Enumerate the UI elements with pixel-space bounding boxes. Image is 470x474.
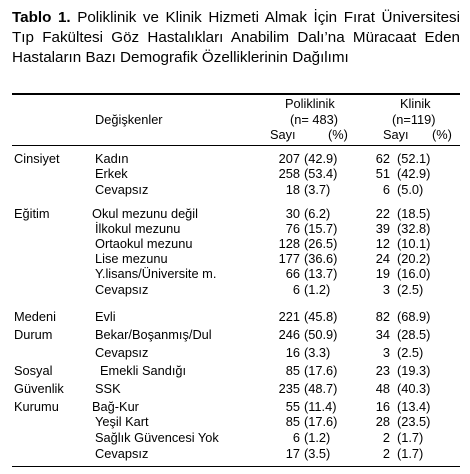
- group-label-sosyal: Sosyal: [14, 363, 53, 378]
- poliklinik-count: 258: [278, 166, 300, 181]
- row-label: Bağ-Kur: [92, 399, 139, 414]
- poliklinik-percent: (3.3): [304, 345, 331, 360]
- group-label-medeni: Medeni: [14, 309, 56, 324]
- group-label-egitim: Eğitim: [14, 206, 50, 221]
- poliklinik-n-header: (n= 483): [290, 112, 339, 127]
- klinik-percent: (13.4): [397, 399, 431, 414]
- poliklinik-percent: (1.2): [304, 430, 331, 445]
- klinik-count: 3: [382, 345, 390, 360]
- klinik-count: 2: [382, 430, 390, 445]
- poliklinik-percent: (3.7): [304, 182, 331, 197]
- group-label-guvenlik: Güvenlik: [14, 381, 64, 396]
- poliklinik-count: 55: [285, 399, 300, 414]
- poliklinik-count: 6: [292, 282, 300, 297]
- klinik-n-header: (n=119): [392, 112, 436, 127]
- poliklinik-pct-header: (%): [328, 127, 348, 142]
- klinik-count: 16: [375, 399, 390, 414]
- row-label: Cevapsız: [95, 345, 149, 360]
- poliklinik-count-header: Sayı: [270, 127, 296, 142]
- klinik-percent: (23.5): [397, 414, 431, 429]
- poliklinik-percent: (15.7): [304, 221, 338, 236]
- klinik-count: 22: [375, 206, 390, 221]
- klinik-percent: (68.9): [397, 309, 431, 324]
- row-label: Cevapsız: [95, 446, 149, 461]
- variables-header: Değişkenler: [95, 112, 163, 127]
- klinik-count: 23: [375, 363, 390, 378]
- poliklinik-count: 235: [278, 381, 300, 396]
- poliklinik-count: 85: [285, 414, 300, 429]
- row-label: Yeşil Kart: [95, 414, 149, 429]
- klinik-count-header: Sayı: [383, 127, 409, 142]
- poliklinik-percent: (45.8): [304, 309, 338, 324]
- poliklinik-count: 30: [285, 206, 300, 221]
- poliklinik-percent: (42.9): [304, 151, 338, 166]
- klinik-count: 2: [382, 446, 390, 461]
- poliklinik-count: 16: [285, 345, 300, 360]
- poliklinik-percent: (1.2): [304, 282, 331, 297]
- poliklinik-percent: (26.5): [304, 236, 338, 251]
- poliklinik-percent: (36.6): [304, 251, 338, 266]
- klinik-percent: (28.5): [397, 327, 431, 342]
- klinik-count: 51: [375, 166, 390, 181]
- table-label: Tablo 1.: [12, 9, 71, 26]
- klinik-count: 28: [375, 414, 390, 429]
- group-label-cinsiyet: Cinsiyet: [14, 151, 60, 166]
- klinik-percent: (52.1): [397, 151, 431, 166]
- row-label: Emekli Sandığı: [100, 363, 187, 378]
- klinik-count: 39: [375, 221, 390, 236]
- top-rule: [12, 93, 460, 95]
- klinik-percent: (10.1): [397, 236, 431, 251]
- row-label: Evli: [95, 309, 116, 324]
- klinik-count: 48: [375, 381, 390, 396]
- row-label: Cevapsız: [95, 182, 149, 197]
- klinik-header: Klinik: [400, 96, 431, 111]
- poliklinik-count: 246: [278, 327, 300, 342]
- klinik-percent: (1.7): [397, 446, 424, 461]
- group-label-durum: Durum: [14, 327, 53, 342]
- group-label-kurumu: Kurumu: [14, 399, 59, 414]
- poliklinik-percent: (11.4): [304, 399, 337, 414]
- klinik-percent: (16.0): [397, 266, 431, 281]
- poliklinik-percent: (48.7): [304, 381, 338, 396]
- klinik-percent: (19.3): [397, 363, 431, 378]
- poliklinik-count: 207: [278, 151, 300, 166]
- poliklinik-percent: (13.7): [304, 266, 338, 281]
- klinik-count: 34: [375, 327, 390, 342]
- row-label: Cevapsız: [95, 282, 149, 297]
- klinik-percent: (20.2): [397, 251, 431, 266]
- klinik-count: 62: [375, 151, 390, 166]
- klinik-percent: (40.3): [397, 381, 431, 396]
- row-label: İlkokul mezunu: [95, 221, 181, 236]
- row-label: Ortaokul mezunu: [95, 236, 193, 251]
- row-label: Bekar/Boşanmış/Dul: [95, 327, 212, 342]
- poliklinik-count: 177: [278, 251, 300, 266]
- klinik-percent: (2.5): [397, 282, 424, 297]
- poliklinik-count: 6: [292, 430, 300, 445]
- table-title: Poliklinik ve Klinik Hizmeti Almak İçin Fırat Üniversitesi Tıp Fakültesi Göz Hastalıkları Anabilim Dalı’na Müracaat Eden Hastaların Bazı Demografik Özelliklerinin Dağılımı: [12, 9, 460, 66]
- poliklinik-percent: (3.5): [304, 446, 331, 461]
- klinik-count: 6: [382, 182, 390, 197]
- klinik-count: 3: [382, 282, 390, 297]
- klinik-percent: (1.7): [397, 430, 424, 445]
- poliklinik-count: 85: [285, 363, 300, 378]
- klinik-percent: (42.9): [397, 166, 431, 181]
- poliklinik-percent: (53.4): [304, 166, 338, 181]
- poliklinik-count: 17: [285, 446, 300, 461]
- klinik-count: 24: [375, 251, 390, 266]
- row-label: Sağlık Güvencesi Yok: [95, 430, 219, 445]
- poliklinik-count: 76: [285, 221, 300, 236]
- klinik-percent: (32.8): [397, 221, 431, 236]
- poliklinik-percent: (17.6): [304, 363, 338, 378]
- klinik-percent: (18.5): [397, 206, 431, 221]
- row-label: Okul mezunu değil: [92, 206, 198, 221]
- row-label: SSK: [95, 381, 121, 396]
- poliklinik-percent: (17.6): [304, 414, 338, 429]
- poliklinik-header: Poliklinik: [285, 96, 335, 111]
- poliklinik-count: 66: [285, 266, 300, 281]
- row-label: Erkek: [95, 166, 128, 181]
- klinik-pct-header: (%): [432, 127, 452, 142]
- bottom-rule: [12, 466, 460, 467]
- klinik-count: 82: [375, 309, 390, 324]
- klinik-percent: (2.5): [397, 345, 424, 360]
- poliklinik-percent: (50.9): [304, 327, 338, 342]
- poliklinik-count: 221: [278, 309, 300, 324]
- poliklinik-percent: (6.2): [304, 206, 331, 221]
- row-label: Y.lisans/Üniversite m.: [95, 266, 217, 281]
- table-caption: [12, 8, 460, 68]
- klinik-percent: (5.0): [397, 182, 424, 197]
- header-rule: [12, 145, 460, 146]
- row-label: Kadın: [95, 151, 129, 166]
- klinik-count: 19: [375, 266, 390, 281]
- poliklinik-count: 128: [278, 236, 300, 251]
- poliklinik-count: 18: [285, 182, 300, 197]
- row-label: Lise mezunu: [95, 251, 168, 266]
- klinik-count: 12: [375, 236, 390, 251]
